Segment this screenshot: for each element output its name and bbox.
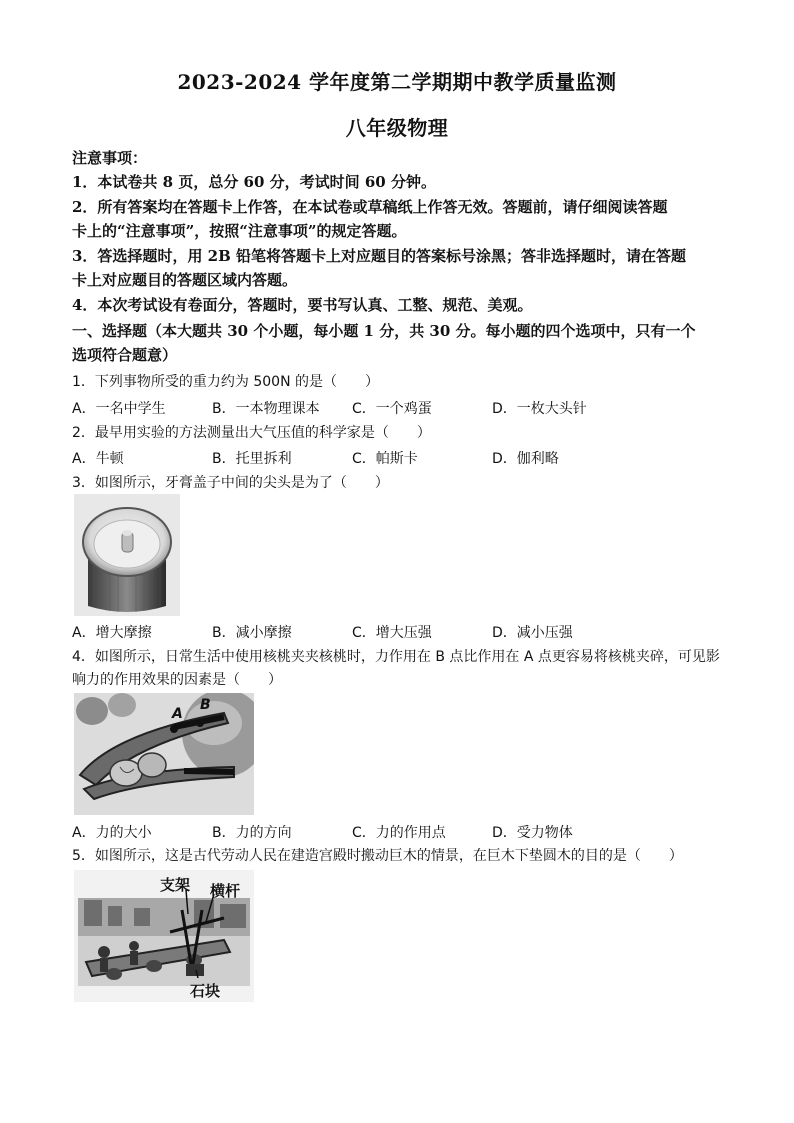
toothpaste-cap-illustration xyxy=(74,494,180,616)
option-a[interactable]: A．增大摩擦 xyxy=(72,625,152,641)
question-4-stem: 4．如图所示，日常生活中使用核桃夹夹核桃时，力作用在 B 点比作用在 A 点更容易将核桃夹碎，可见影 xyxy=(72,649,720,665)
notice-heading: 注意事项： xyxy=(72,149,148,167)
option-b[interactable]: B．力的方向 xyxy=(212,825,292,841)
question-2-options xyxy=(72,448,732,468)
option-b[interactable]: B．减小摩擦 xyxy=(212,625,292,641)
label-crossbar: 横杆 xyxy=(210,882,241,900)
option-c[interactable]: C．力的作用点 xyxy=(352,825,446,841)
option-a[interactable]: A．力的大小 xyxy=(72,825,152,841)
section-heading-cont: 选项符合题意） xyxy=(72,346,178,364)
exam-title: 2023-2024 学年度第二学期期中教学质量监测 xyxy=(177,70,617,94)
notice-item: 3．答选择题时，用 2B 铅笔将答题卡上对应题目的答案标号涂黑；答非选择题时，请在答题 xyxy=(72,247,687,265)
nutcracker-illustration xyxy=(74,693,254,815)
moving-timber-figure xyxy=(74,870,254,1002)
notice-item: 2．所有答案均在答题卡上作答，在本试卷或草稿纸上作答无效。答题前，请仔细阅读答题 xyxy=(72,198,668,216)
question-3-options xyxy=(72,622,732,642)
option-d[interactable]: D．受力物体 xyxy=(492,825,573,841)
question-4-stem-cont: 响力的作用效果的因素是（ ） xyxy=(72,672,282,688)
option-c[interactable]: C．一个鸡蛋 xyxy=(352,401,432,417)
question-2-stem: 2．最早用实验的方法测量出大气压值的科学家是（ ） xyxy=(72,425,431,441)
option-d[interactable]: D．减小压强 xyxy=(492,625,573,641)
option-c[interactable]: C．帕斯卡 xyxy=(352,451,418,467)
notice-item: 1．本试卷共 8 页，总分 60 分，考试时间 60 分钟。 xyxy=(72,173,436,191)
notice-item: 4．本次考试设有卷面分，答题时，要书写认真、工整、规范、美观。 xyxy=(72,296,533,314)
toothpaste-cap-figure xyxy=(74,494,180,616)
ancient-timber-illustration xyxy=(74,870,254,1002)
label-stone-block: 石块 xyxy=(190,982,221,1000)
question-5-stem: 5．如图所示，这是古代劳动人民在建造宫殿时搬动巨木的情景，在巨木下垫圆木的目的是（ ） xyxy=(72,848,683,864)
question-4-options xyxy=(72,822,732,842)
label-point-b: B xyxy=(200,697,211,713)
option-a[interactable]: A．一名中学生 xyxy=(72,401,166,417)
option-d[interactable]: D．伽利略 xyxy=(492,451,559,467)
nutcracker-figure xyxy=(74,693,254,815)
option-b[interactable]: B．一本物理课本 xyxy=(212,401,320,417)
notice-item: 卡上的“注意事项”，按照“注意事项”的规定答题。 xyxy=(72,222,407,240)
label-support: 支架 xyxy=(160,876,191,894)
option-b[interactable]: B．托里拆利 xyxy=(212,451,292,467)
notice-item: 卡上对应题目的答题区域内答题。 xyxy=(72,271,298,289)
label-point-a: A xyxy=(172,706,183,722)
option-c[interactable]: C．增大压强 xyxy=(352,625,432,641)
section-heading: 一、选择题（本大题共 30 个小题，每小题 1 分，共 30 分。每小题的四个选项中，只有一个 xyxy=(72,322,696,340)
exam-subject: 八年级物理 xyxy=(345,116,449,140)
question-1-options xyxy=(72,398,732,418)
question-1-stem: 1．下列事物所受的重力约为 500N 的是（ ） xyxy=(72,374,380,390)
option-d[interactable]: D．一枚大头针 xyxy=(492,401,587,417)
question-3-stem: 3．如图所示，牙膏盖子中间的尖头是为了（ ） xyxy=(72,475,389,491)
option-a[interactable]: A．牛顿 xyxy=(72,451,124,467)
